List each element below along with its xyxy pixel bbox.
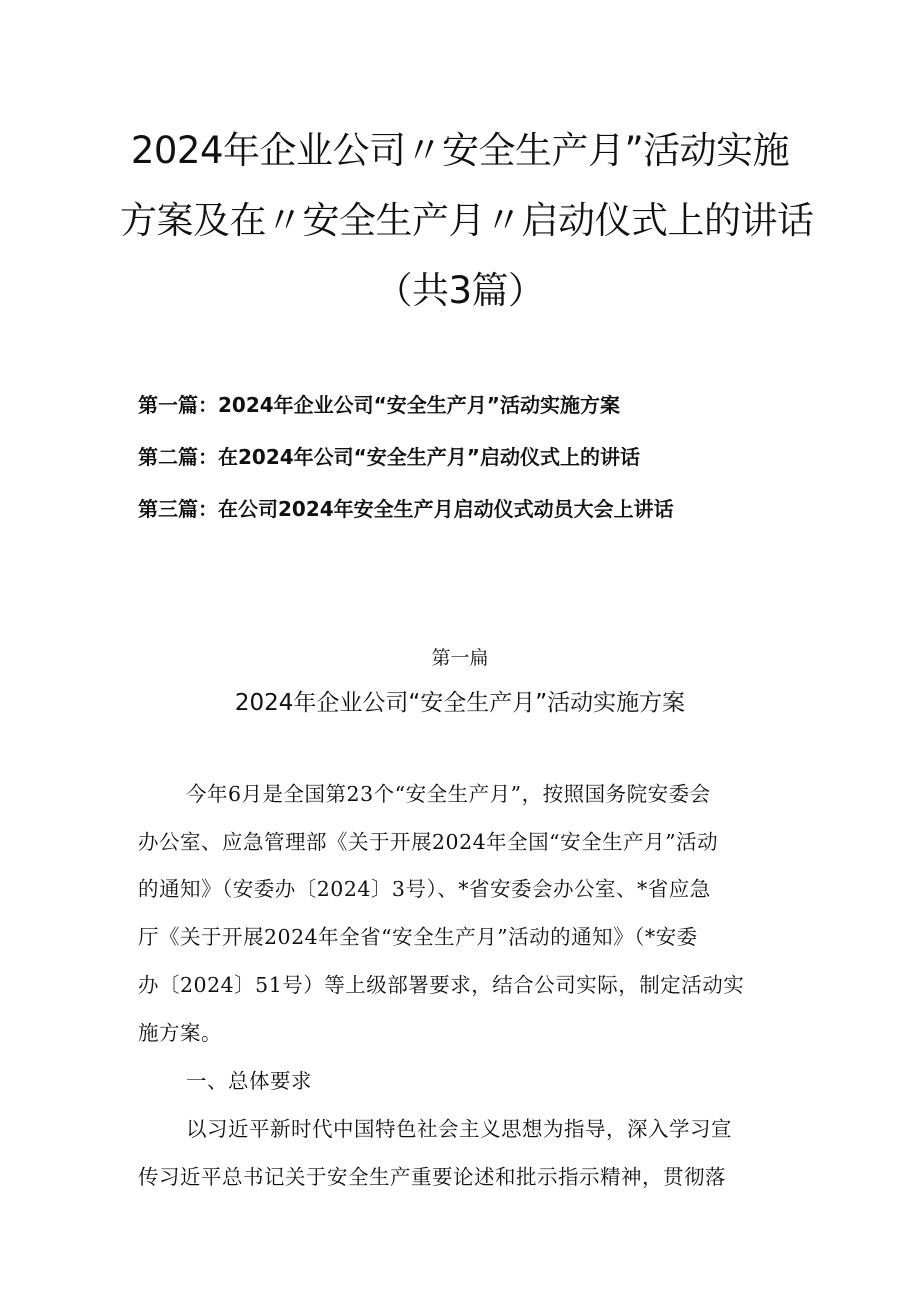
document-title-line-3: （共3篇） bbox=[375, 269, 545, 312]
toc-item-text: 2024年企业公司“安全生产月”活动实施方案 bbox=[218, 393, 620, 417]
section-title: 2024年企业公司“安全生产月”活动实施方案 bbox=[234, 690, 686, 716]
body-line: 今年6月是全国第23个“安全生产月”，按照国务院安委会 bbox=[186, 782, 711, 806]
toc-item-text: 在2024年公司“安全生产月”启动仪式上的讲话 bbox=[218, 445, 640, 469]
toc-item-2 bbox=[138, 444, 818, 470]
section-label: 第一扁 bbox=[431, 647, 489, 669]
toc-item-label: 第三篇： bbox=[138, 497, 218, 521]
document-title-line-1: 2024年企业公司〃安全生产月”活动实施 bbox=[130, 129, 790, 172]
body-line: 办〔2024〕51号）等上级部署要求，结合公司实际，制定活动实 bbox=[138, 973, 745, 997]
body-line: 传习近平总书记关于安全生产重要论述和批示指示精神，贯彻落 bbox=[138, 1165, 726, 1189]
toc-item-label: 第一篇： bbox=[138, 393, 218, 417]
body-line: 施方案。 bbox=[138, 1021, 222, 1045]
body-line: 厅《关于开展2024年全省“安全生产月”活动的通知》（*安委 bbox=[138, 925, 698, 949]
body-line: 的通知》（安委办〔2024〕3号）、*省安委会办公室、*省应急 bbox=[138, 877, 711, 901]
toc-item-1 bbox=[138, 392, 818, 418]
body-line: 办公室、应急管理部《关于开展2024年全国“安全生产月”活动 bbox=[138, 830, 719, 854]
toc-item-text: 在公司2024年安全生产月启动仪式动员大会上讲话 bbox=[218, 497, 674, 521]
toc-item-label: 第二篇： bbox=[138, 445, 218, 469]
document-title-line-2: 方案及在〃安全生产月〃启动仪式上的讲话 bbox=[120, 199, 814, 242]
section-heading-general-requirements: 一、总体要求 bbox=[186, 1069, 312, 1093]
toc-item-3 bbox=[138, 496, 818, 522]
body-line: 以习近平新时代中国特色社会主义思想为指导，深入学习宣 bbox=[186, 1117, 732, 1141]
